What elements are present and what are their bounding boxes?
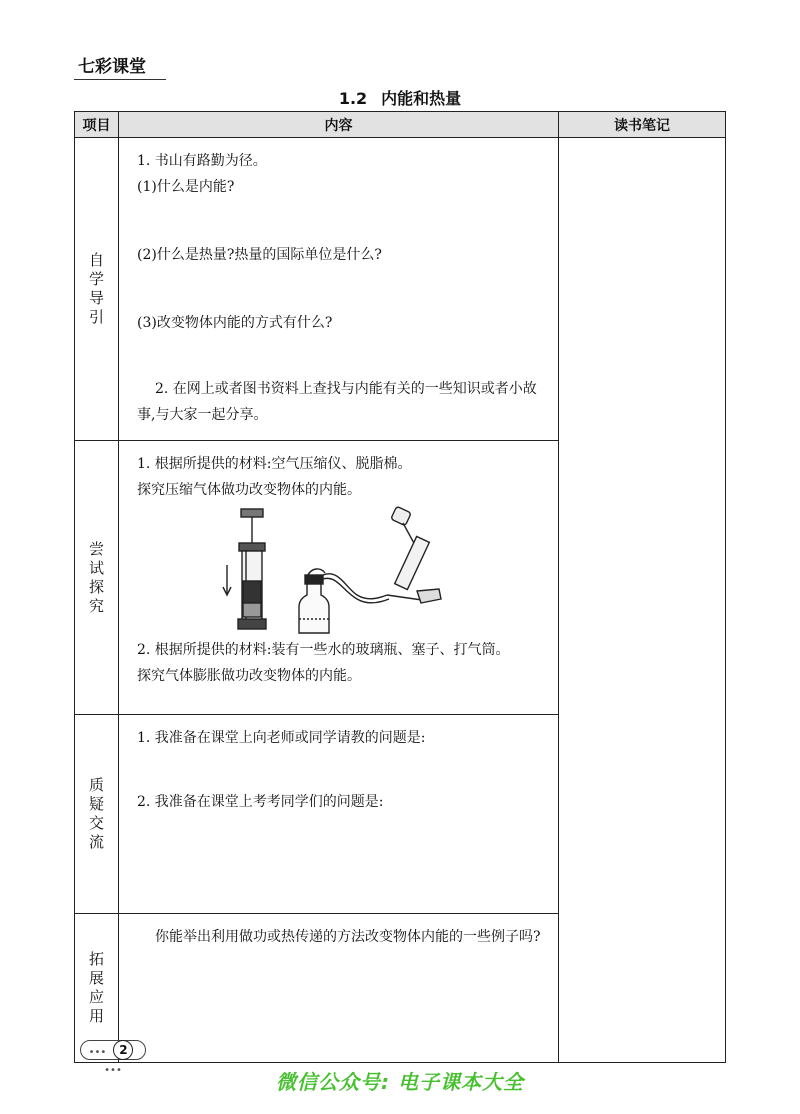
content-line: 探究气体膨胀做功改变物体的内能。 bbox=[137, 668, 361, 684]
section-title: 内能和热量 bbox=[381, 89, 462, 108]
logo-underline bbox=[74, 79, 166, 80]
watermark-text: 微信公众号: 电子课本大全 bbox=[276, 1070, 524, 1094]
content-line: (1)什么是内能? bbox=[137, 179, 235, 195]
category-label: 质疑交流 bbox=[88, 776, 104, 851]
content-paragraph: 你能举出利用做功或热传递的方法改变物体内能的一些例子吗? bbox=[155, 929, 541, 945]
content-line: 探究压缩气体做功改变物体的内能。 bbox=[137, 482, 361, 498]
brand-logo: 七彩课堂 bbox=[78, 57, 146, 77]
category-cell bbox=[75, 441, 119, 715]
page-number: 2 bbox=[113, 1040, 133, 1060]
apparatus-illustration bbox=[217, 503, 517, 637]
air-pump-icon bbox=[323, 506, 441, 603]
experiment-figure bbox=[217, 503, 517, 637]
content-line: (2)什么是热量?热量的国际单位是什么? bbox=[137, 247, 382, 263]
category-cell bbox=[75, 715, 119, 914]
content-cell bbox=[119, 914, 559, 1063]
content-cell bbox=[119, 715, 559, 914]
category-label: 自学导引 bbox=[88, 251, 104, 326]
content-line: (3)改变物体内能的方式有什么? bbox=[137, 315, 333, 331]
content-line: 1. 我准备在课堂上向老师或同学请教的问题是: bbox=[137, 730, 426, 746]
table-header-row bbox=[75, 112, 726, 138]
column-header-content: 内容 bbox=[119, 112, 559, 138]
category-label: 尝试探究 bbox=[88, 539, 104, 615]
content-paragraph: 2. 在网上或者图书资料上查找与内能有关的一些知识或者小故事,与大家一起分享。 bbox=[137, 381, 537, 423]
air-compressor-icon bbox=[223, 509, 266, 629]
page-title bbox=[0, 86, 800, 109]
column-header-notes: 读书笔记 bbox=[559, 112, 726, 138]
content-line: 2. 我准备在课堂上考考同学们的问题是: bbox=[137, 794, 384, 810]
category-cell bbox=[75, 138, 119, 441]
content-line: 1. 根据所提供的材料:空气压缩仪、脱脂棉。 bbox=[137, 456, 412, 472]
content-line: 2. 根据所提供的材料:装有一些水的玻璃瓶、塞子、打气筒。 bbox=[137, 642, 510, 658]
study-table bbox=[74, 111, 726, 1063]
content-cell bbox=[119, 138, 559, 441]
category-label: 拓展应用 bbox=[88, 950, 104, 1025]
column-header-item: 项目 bbox=[75, 112, 119, 138]
page-number-badge: ••• 2 ••• bbox=[80, 1040, 146, 1060]
section-number: 1.2 bbox=[338, 89, 368, 108]
content-cell bbox=[119, 441, 559, 715]
notes-cell[interactable] bbox=[559, 138, 726, 1063]
table-row bbox=[75, 138, 726, 441]
content-line: 1. 书山有路勤为径。 bbox=[137, 153, 267, 169]
